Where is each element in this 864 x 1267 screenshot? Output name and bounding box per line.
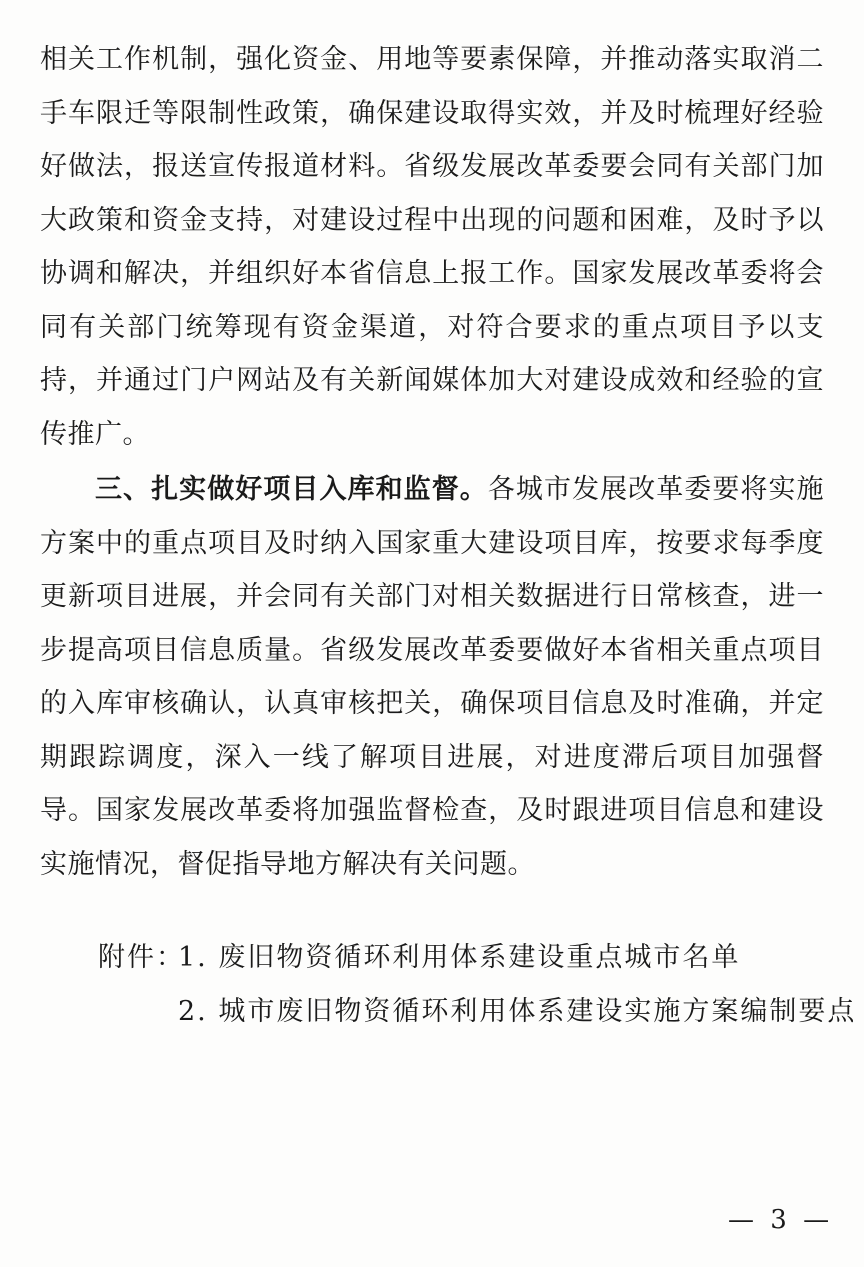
paragraph-line: 步提高项目信息质量。省级发展改革委要做好本省相关重点项目	[40, 635, 824, 666]
section-heading-rest: 各城市发展改革委要将实施	[487, 474, 825, 505]
paragraph-line: 导。国家发展改革委将加强监督检查，及时跟进项目信息和建设	[40, 795, 824, 826]
paragraph-line: 好做法，报送宣传报道材料。省级发展改革委要会同有关部门加	[40, 151, 824, 182]
paragraph-line: 的入库审核确认，认真审核把关，确保项目信息及时准确，并定	[40, 688, 824, 719]
paragraph-line: 相关工作机制，强化资金、用地等要素保障，并推动落实取消二	[40, 44, 824, 75]
paragraph-line: 手车限迁等限制性政策，确保建设取得实效，并及时梳理好经验	[40, 98, 824, 129]
page-number: — 3 —	[728, 1205, 834, 1235]
paragraph-line: 方案中的重点项目及时纳入国家重大建设项目库，按要求每季度	[40, 528, 824, 559]
paragraph-line: 协调和解决，并组织好本省信息上报工作。国家发展改革委将会	[40, 258, 824, 289]
section-heading: 三、扎实做好项目入库和监督。	[95, 474, 488, 505]
attachment-item: 1. 废旧物资循环利用体系建设重点城市名单	[178, 942, 741, 973]
section-heading-line	[95, 470, 824, 510]
attachment-label: 附件：	[98, 942, 185, 973]
paragraph-line: 实施情况，督促指导地方解决有关问题。	[40, 849, 535, 880]
paragraph-line: 更新项目进展，并会同有关部门对相关数据进行日常核查，进一	[40, 581, 824, 612]
attachment-item: 2. 城市废旧物资循环利用体系建设实施方案编制要点	[178, 996, 857, 1027]
paragraph-line: 传推广。	[40, 419, 150, 450]
paragraph-line: 期跟踪调度，深入一线了解项目进展，对进度滞后项目加强督	[40, 742, 824, 773]
paragraph-line: 大政策和资金支持，对建设过程中出现的问题和困难，及时予以	[40, 205, 824, 236]
paragraph-line: 持，并通过门户网站及有关新闻媒体加大对建设成效和经验的宣	[40, 365, 824, 396]
paragraph-line: 同有关部门统筹现有资金渠道，对符合要求的重点项目予以支	[40, 312, 824, 343]
